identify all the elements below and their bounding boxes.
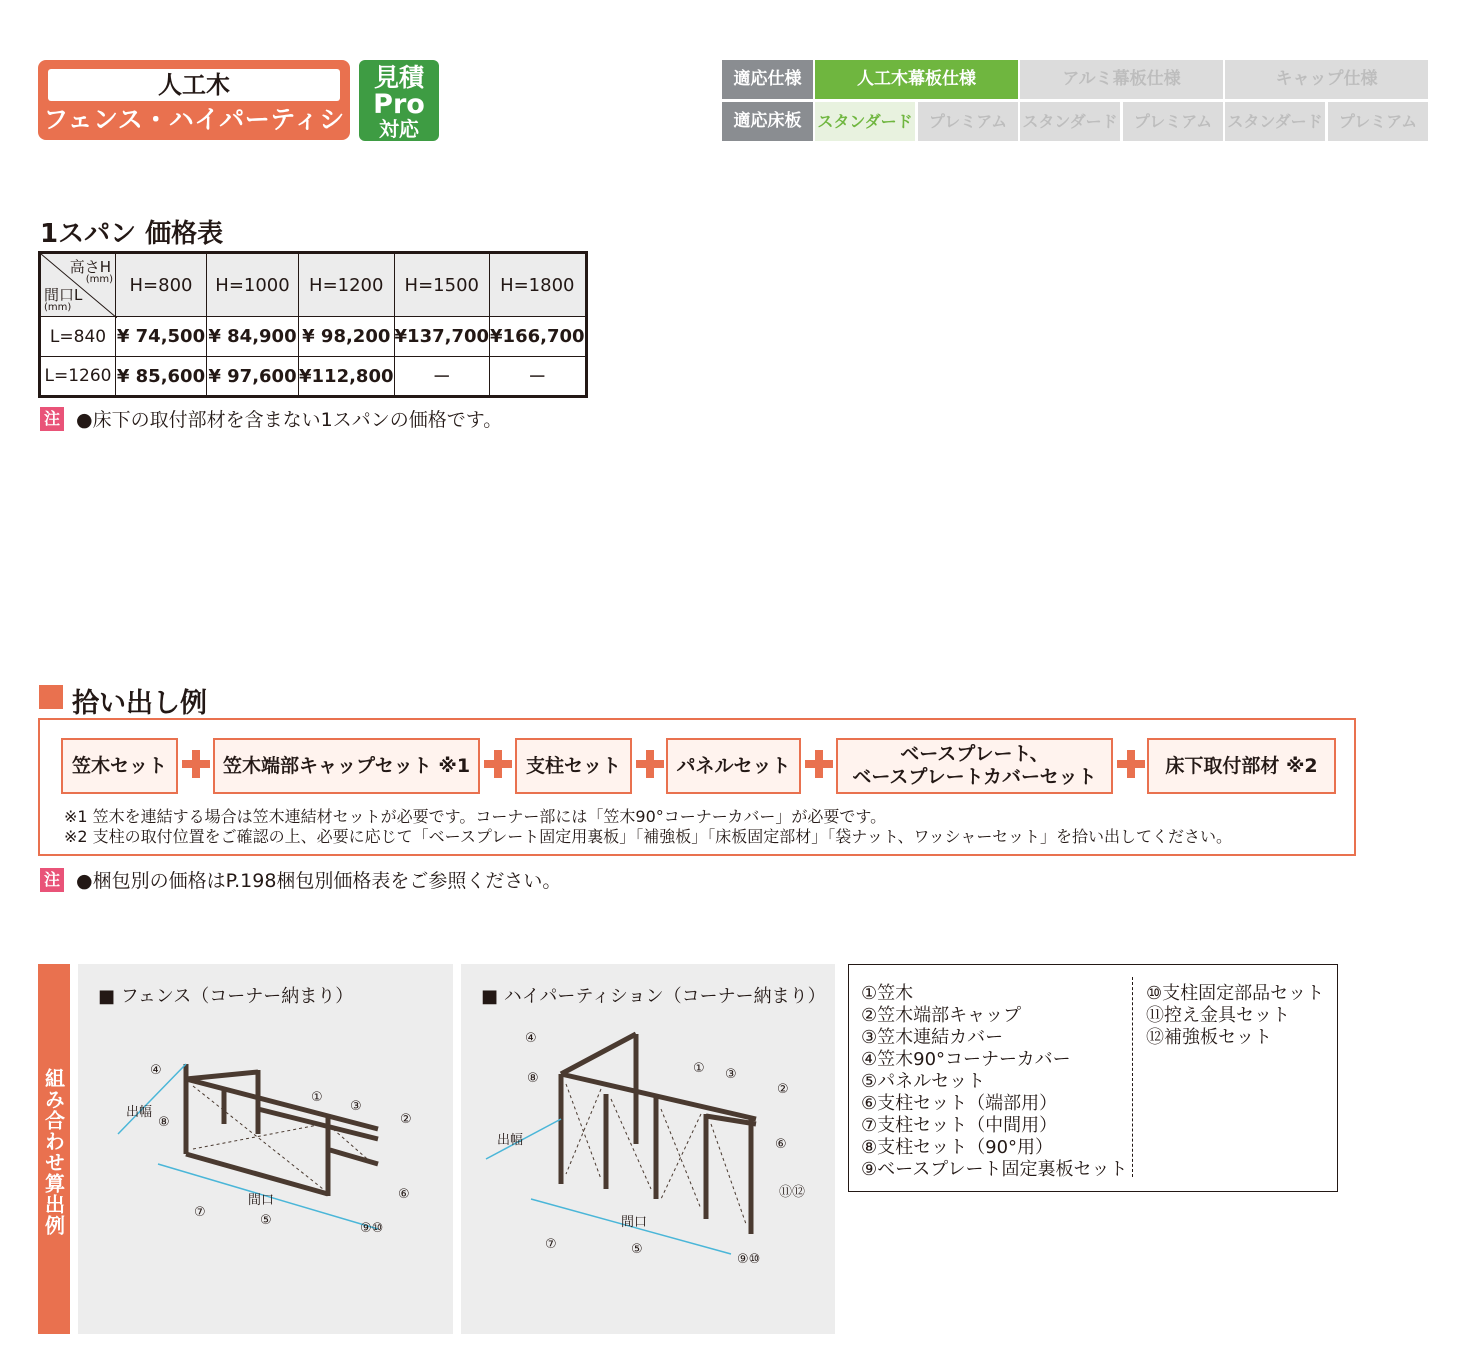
spec-option-aluminum: アルミ幕板仕様 (1020, 60, 1223, 99)
floor-option-premium-3: プレミアム (1328, 102, 1428, 141)
callout-7: ⑦ (194, 1205, 206, 1220)
plus-icon (805, 750, 833, 778)
dimension-depth-label: 出幅 (126, 1105, 153, 1120)
fence-panel-title: ■ フェンス（コーナー納まり） (98, 986, 354, 1007)
section-marker (39, 685, 63, 709)
price-cell: ¥ 97,600 (207, 357, 299, 397)
product-title-badge (38, 60, 350, 170)
price-note-text: ●床下の取付部材を含まない1スパンの価格です。 (76, 409, 503, 431)
estimate-pro-badge (359, 60, 439, 141)
col-header: H=1000 (207, 253, 299, 317)
pickup-note-text: ●梱包別の価格はP.198梱包別価格表をご参照ください。 (76, 870, 562, 892)
pickup-item-base-plate: ベースプレート、 ベースプレートカバーセット (836, 738, 1113, 794)
table-row (40, 357, 587, 397)
floor-option-standard-3: スタンダード (1225, 102, 1325, 141)
callout-4: ④ (150, 1063, 162, 1078)
dimension-width-label: 間口 (621, 1215, 648, 1230)
price-cell: － (490, 357, 587, 397)
partition-panel-title: ■ ハイパーティション（コーナー納まり） (481, 986, 826, 1007)
pickup-section-title: 拾い出し例 (72, 688, 207, 719)
legend-item: ⑪控え金具セット (1146, 1005, 1290, 1026)
spec-option-cap: キャップ仕様 (1225, 60, 1428, 99)
col-header: H=1500 (394, 253, 490, 317)
callout-9-10: ⑨⑩ (360, 1221, 384, 1236)
pickup-item-rail-end-cap: 笠木端部キャップセット ※1 (213, 738, 480, 794)
callout-5: ⑤ (631, 1242, 643, 1257)
plus-icon (484, 750, 512, 778)
price-cell: ¥112,800 (299, 357, 395, 397)
price-note (40, 405, 502, 432)
legend-item: ⑥支柱セット（端部用） (861, 1093, 1058, 1114)
callout-6: ⑥ (775, 1137, 787, 1152)
partition-corner-diagram (461, 964, 835, 1334)
price-cell: ¥ 85,600 (116, 357, 207, 397)
callout-6: ⑥ (398, 1187, 410, 1202)
pickup-footnote-1: ※1 笠木を連結する場合は笠木連結材セットが必要です。コーナー部には「笠木90°コーナーカバー」が必要です。 (64, 807, 887, 826)
callout-3: ③ (725, 1067, 737, 1082)
legend-item: ④笠木90°コーナーカバー (861, 1049, 1071, 1070)
floor-option-standard-2: スタンダード (1020, 102, 1120, 141)
price-cell: ¥ 84,900 (207, 317, 299, 357)
row-label: L=1260 (40, 357, 116, 397)
parts-legend (848, 964, 1338, 1192)
spec-row2-label: 適応床板 (722, 102, 813, 141)
price-table-corner (40, 253, 116, 317)
legend-item: ⑨ベースプレート固定裏板セット (861, 1159, 1128, 1180)
pickup-item-panel-set: パネルセット (666, 738, 801, 794)
partition-corner-panel (461, 964, 835, 1334)
callout-4: ④ (525, 1031, 537, 1046)
pickup-footnote-2: ※2 支柱の取付位置をご確認の上、必要に応じて「ベースプレート固定用裏板」「補強板」「床板固定部材」「袋ナット、ワッシャーセット」を拾い出してください。 (64, 827, 1233, 846)
fence-corner-diagram (78, 964, 453, 1334)
pro-badge-line3: 対応 (379, 117, 419, 141)
callout-5: ⑤ (260, 1213, 272, 1228)
callout-9-10: ⑨⑩ (737, 1252, 761, 1267)
dimension-width-label: 間口 (248, 1193, 275, 1208)
legend-item: ⑫補強板セット (1146, 1027, 1272, 1048)
callout-2: ② (400, 1112, 412, 1127)
pickup-item-post-set: 支柱セット (515, 738, 632, 794)
legend-item: ⑤パネルセット (861, 1071, 986, 1092)
plus-icon (1117, 750, 1145, 778)
col-header: H=800 (116, 253, 207, 317)
corner-height-unit: (mm) (85, 274, 113, 285)
spec-row1-label: 適応仕様 (722, 60, 813, 99)
pickup-item-rail-set: 笠木セット (61, 738, 178, 794)
legend-item: ①笠木 (861, 983, 914, 1004)
corner-height-label: 高さH (69, 258, 111, 276)
note-badge: 注 (40, 407, 64, 431)
product-name-label: フェンス・ハイパーティション (43, 105, 345, 170)
plus-icon (636, 750, 664, 778)
floor-option-standard-1: スタンダード (815, 102, 915, 141)
legend-item: ③笠木連結カバー (861, 1027, 1004, 1048)
callout-7: ⑦ (545, 1237, 557, 1252)
col-header: H=1800 (490, 253, 587, 317)
floor-option-premium-2: プレミアム (1123, 102, 1223, 141)
plus-icon (182, 750, 210, 778)
fence-corner-panel (78, 964, 453, 1334)
callout-3: ③ (350, 1099, 362, 1114)
col-header: H=1200 (299, 253, 395, 317)
price-table (38, 251, 588, 398)
pro-badge-line2: Pro (373, 89, 425, 120)
callout-1: ① (693, 1061, 705, 1076)
legend-item: ⑧支柱セット（90°用） (861, 1137, 1054, 1158)
combination-side-label: 組み合わせ算出例 (38, 964, 70, 1334)
pickup-item-underfloor-parts: 床下取付部材 ※2 (1147, 738, 1336, 794)
pro-badge-line1: 見積 (373, 63, 424, 92)
table-row (40, 317, 587, 357)
note-badge: 注 (40, 868, 64, 892)
callout-11-12: ⑪⑫ (779, 1185, 806, 1200)
row-label: L=840 (40, 317, 116, 357)
callout-2: ② (777, 1082, 789, 1097)
dimension-depth-label: 出幅 (497, 1133, 524, 1148)
corner-width-label: 間口L (44, 286, 83, 304)
price-cell: ¥ 74,500 (116, 317, 207, 357)
pickup-frame (38, 718, 1356, 856)
price-table-title: 1スパン 価格表 (40, 219, 224, 249)
price-cell: ¥166,700 (490, 317, 587, 357)
callout-1: ① (311, 1090, 323, 1105)
legend-divider (1132, 977, 1133, 1177)
callout-8: ⑧ (158, 1115, 170, 1130)
legend-item: ⑦支柱セット（中間用） (861, 1115, 1058, 1136)
floor-option-premium-1: プレミアム (918, 102, 1018, 141)
legend-item: ⑩支柱固定部品セット (1146, 983, 1325, 1004)
product-material-label: 人工木 (48, 69, 340, 101)
price-cell: ¥ 98,200 (299, 317, 395, 357)
pickup-note (40, 866, 561, 893)
corner-width-unit: (mm) (44, 302, 72, 313)
price-cell: ¥137,700 (394, 317, 490, 357)
spec-option-artificial-wood: 人工木幕板仕様 (815, 60, 1018, 99)
callout-8: ⑧ (527, 1071, 539, 1086)
legend-item: ②笠木端部キャップ (861, 1005, 1022, 1026)
price-cell: － (394, 357, 490, 397)
